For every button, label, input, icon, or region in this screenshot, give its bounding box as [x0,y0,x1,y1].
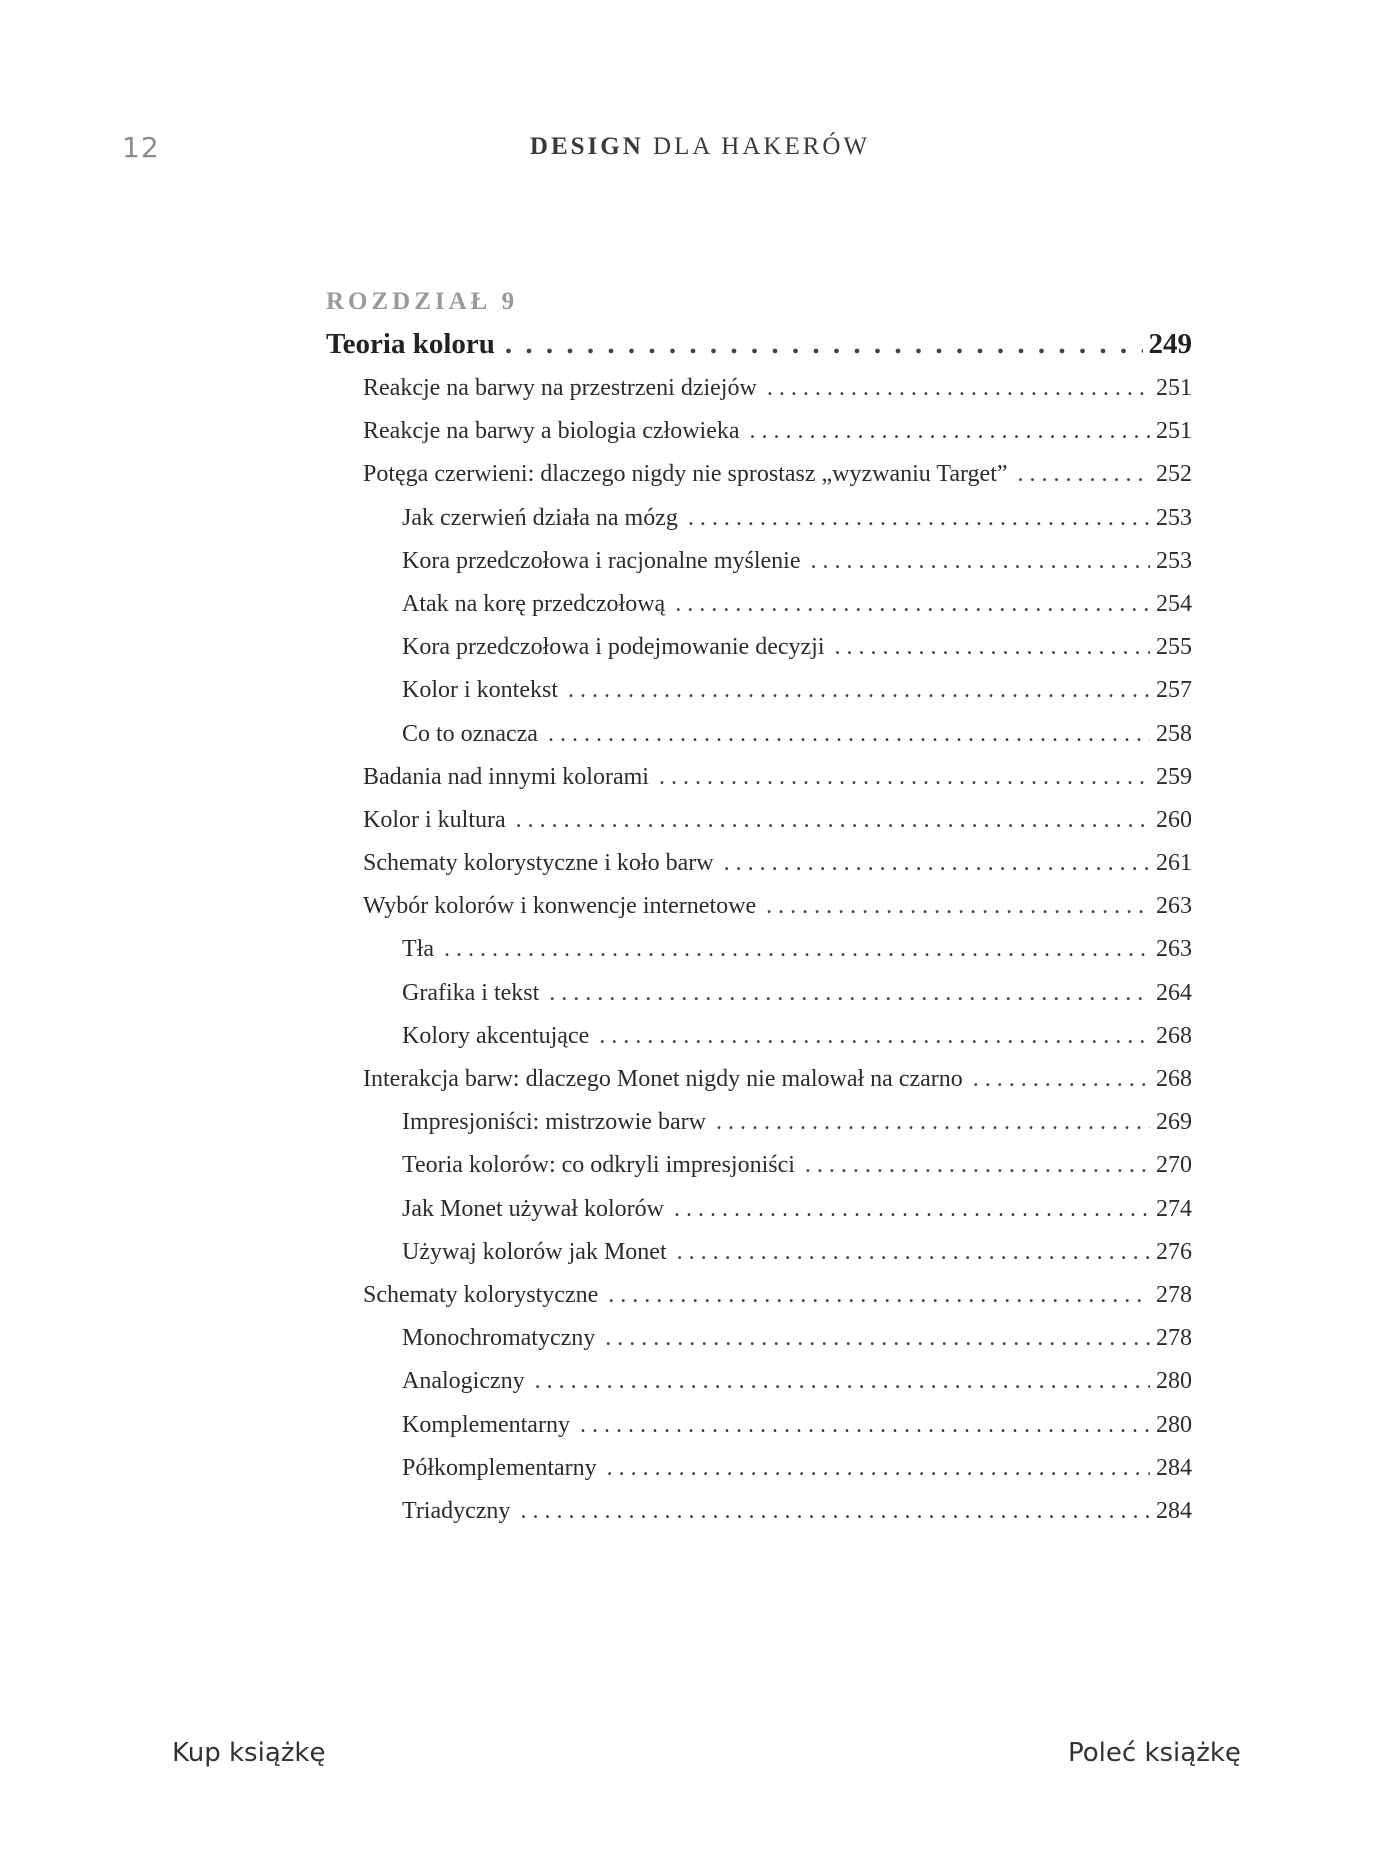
toc-entry[interactable] [326,1101,1192,1144]
toc-entry[interactable] [326,626,1192,669]
toc-entry-title: Schematy kolorystyczne [363,1281,599,1308]
dot-leader [535,1360,1150,1403]
toc-entry-title: Kora przedczołowa i podejmowanie decyzji [402,634,825,661]
dot-leader [520,1490,1150,1533]
toc-entry-title: Potęga czerwieni: dlaczego nigdy nie sprostasz „wyzwaniu Target” [363,461,1008,488]
dot-leader [605,1317,1150,1360]
toc-entry-title: Kolor i kultura [363,806,506,833]
buy-book-link[interactable]: Kup książkę [172,1738,326,1768]
dot-leader [834,626,1150,669]
chapter-title: Teoria koloru [326,328,495,360]
toc-entry-title: Interakcja barw: dlaczego Monet nigdy nie malował na czarno [363,1066,963,1092]
toc-entry-page: 261 [1156,850,1192,877]
chapter-label: ROZDZIAŁ 9 [326,288,519,315]
dot-leader [674,1188,1150,1231]
toc-entry-page: 260 [1156,806,1192,833]
toc-entry[interactable] [326,1317,1192,1360]
toc-entry[interactable] [326,1404,1192,1447]
toc-entry-title: Triadyczny [402,1497,511,1524]
dot-leader [716,1101,1150,1144]
dot-leader [548,713,1150,756]
dot-leader [659,756,1150,799]
toc-entry-page: 253 [1156,547,1192,574]
dot-leader [677,1231,1150,1274]
dot-leader [549,972,1150,1015]
recommend-book-link[interactable]: Poleć książkę [1068,1738,1241,1768]
toc-entry[interactable] [326,842,1192,885]
dot-leader [599,1015,1150,1058]
toc-entry-title: Kolor i kontekst [402,677,558,704]
dot-leader [688,497,1150,540]
toc-entry-page: 251 [1156,375,1192,401]
toc-entry[interactable] [326,1490,1192,1533]
chapter-title-row[interactable] [326,321,1192,367]
toc-entry[interactable] [326,1360,1192,1403]
dot-leader [516,799,1150,842]
dot-leader [766,885,1150,928]
toc-entry[interactable] [326,1058,1192,1101]
toc-entry[interactable] [326,972,1192,1015]
toc-entry[interactable] [326,669,1192,712]
table-of-contents [326,283,1192,1533]
dot-leader [444,928,1150,971]
toc-entry-page: 254 [1156,590,1192,617]
dot-leader [767,367,1150,410]
toc-entry-page: 280 [1156,1411,1192,1438]
toc-entry-title: Wybór kolorów i konwencje internetowe [363,893,757,920]
toc-entry-page: 269 [1156,1109,1192,1136]
running-head-bold: DESIGN [529,133,644,160]
dot-leader [675,583,1150,626]
toc-entry-title: Grafika i tekst [402,979,540,1006]
toc-entry-page: 284 [1156,1497,1192,1524]
toc-entry-page: 276 [1156,1238,1192,1265]
dot-leader [973,1058,1150,1101]
toc-entry-title: Atak na korę przedczołową [402,590,666,617]
toc-entry-title: Teoria kolorów: co odkryli impresjoniści [402,1152,795,1179]
toc-entry-title: Kolory akcentujące [402,1022,590,1049]
toc-entries [326,367,1192,1533]
toc-entry[interactable] [326,540,1192,583]
toc-entry[interactable] [326,1015,1192,1058]
toc-entry-title: Jak czerwień działa na mózg [402,504,678,531]
toc-entry[interactable] [326,1274,1192,1317]
dot-leader [1018,453,1150,496]
dot-leader [805,1144,1150,1187]
toc-entry-title: Analogiczny [402,1368,525,1395]
dot-leader [568,669,1150,712]
toc-entry-page: 252 [1156,461,1192,488]
toc-entry-page: 264 [1156,979,1192,1006]
toc-entry-title: Tła [402,936,434,963]
toc-entry[interactable] [326,410,1192,453]
toc-entry[interactable] [326,713,1192,756]
toc-entry-title: Schematy kolorystyczne i koło barw [363,850,714,877]
toc-entry-page: 274 [1156,1195,1192,1222]
toc-entry-page: 280 [1156,1368,1192,1395]
toc-entry-title: Badania nad innymi kolorami [363,763,649,790]
dot-leader [608,1274,1150,1317]
dot-leader [810,540,1150,583]
toc-entry-page: 270 [1156,1152,1192,1179]
toc-entry-page: 284 [1156,1454,1192,1481]
toc-entry-title: Reakcje na barwy a biologia człowieka [363,418,740,445]
toc-entry[interactable] [326,1447,1192,1490]
page-number: 12 [122,131,160,164]
chapter-page: 249 [1148,328,1192,360]
toc-entry-page: 263 [1156,893,1192,920]
toc-entry[interactable] [326,497,1192,540]
dot-leader [724,842,1150,885]
toc-entry-page: 278 [1156,1325,1192,1352]
toc-entry[interactable] [326,1144,1192,1187]
toc-entry-page: 251 [1156,418,1192,445]
toc-entry-title: Reakcje na barwy na przestrzeni dziejów [363,375,757,401]
dot-leader [750,410,1151,453]
toc-entry-page: 268 [1156,1022,1192,1049]
toc-entry-page: 255 [1156,634,1192,661]
toc-entry-title: Co to oznacza [402,720,538,747]
toc-entry-page: 263 [1156,936,1192,963]
toc-entry-page: 268 [1156,1066,1192,1092]
dot-leader [505,321,1143,367]
toc-entry[interactable] [326,1231,1192,1274]
toc-entry-title: Impresjoniści: mistrzowie barw [402,1109,706,1136]
toc-entry-page: 259 [1156,763,1192,790]
toc-entry[interactable] [326,928,1192,971]
toc-entry-title: Jak Monet używał kolorów [402,1195,664,1222]
running-head-rest: DLA HAKERÓW [653,133,871,160]
toc-entry[interactable] [326,1188,1192,1231]
toc-entry-page: 258 [1156,720,1192,747]
toc-entry-title: Monochromatyczny [402,1325,596,1352]
toc-entry[interactable] [326,756,1192,799]
toc-entry[interactable] [326,367,1192,410]
toc-entry[interactable] [326,583,1192,626]
toc-entry-page: 253 [1156,504,1192,531]
toc-entry-title: Komplementarny [402,1411,570,1438]
toc-entry-title: Używaj kolorów jak Monet [402,1238,667,1265]
toc-entry-page: 257 [1156,677,1192,704]
running-head [95,133,1400,161]
toc-entry[interactable] [326,453,1192,496]
toc-entry[interactable] [326,885,1192,928]
toc-entry[interactable] [326,799,1192,842]
toc-entry-title: Kora przedczołowa i racjonalne myślenie [402,547,801,574]
dot-leader [607,1447,1150,1490]
toc-entry-page: 278 [1156,1281,1192,1308]
toc-entry-title: Półkomplementarny [402,1454,597,1481]
dot-leader [580,1404,1150,1447]
